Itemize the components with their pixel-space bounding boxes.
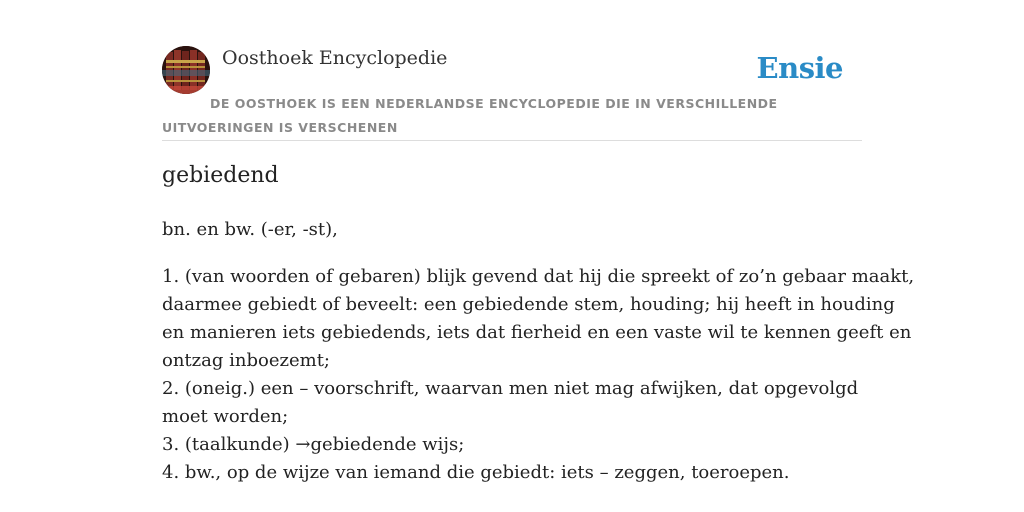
definition-line: moet worden; (162, 406, 289, 427)
definition-line: 3. (taalkunde) →gebiedende wijs; (162, 434, 465, 455)
definition-line: ontzag inboezemt; (162, 350, 330, 371)
avatar-image (162, 46, 210, 94)
site-title[interactable]: Oosthoek Encyclopedie (222, 47, 448, 69)
definition-line: en manieren iets gebiedends, iets dat fierheid en een vaste wil te kennen geeft en (162, 322, 912, 343)
page-title: gebiedend (162, 163, 279, 188)
book-spines-icon[interactable] (162, 46, 210, 94)
site-tagline: DE OOSTHOEK IS EEN NEDERLANDSE ENCYCLOPEDIE DIE IN VERSCHILLENDE UITVOERINGEN IS VERSCHENEN (162, 96, 778, 135)
definition-line: 4. bw., op de wijze van iemand die gebiedt: iets – zeggen, toeroepen. (162, 462, 790, 483)
definition-line: daarmee gebiedt of beveelt: een gebiedende stem, houding; hij heeft in houding (162, 294, 895, 315)
entry-body (162, 216, 915, 487)
entry-grammar: bn. en bw. (-er, -st), (162, 219, 338, 240)
definition-line: 1. (van woorden of gebaren) blijk gevend dat hij die spreekt of zo’n gebaar maakt, (162, 266, 915, 287)
site-header (162, 46, 862, 141)
definition-line: 2. (oneig.) een – voorschrift, waarvan men niet mag afwijken, dat opgevolgd (162, 378, 859, 399)
brand-logo[interactable]: Ensie (756, 51, 843, 85)
